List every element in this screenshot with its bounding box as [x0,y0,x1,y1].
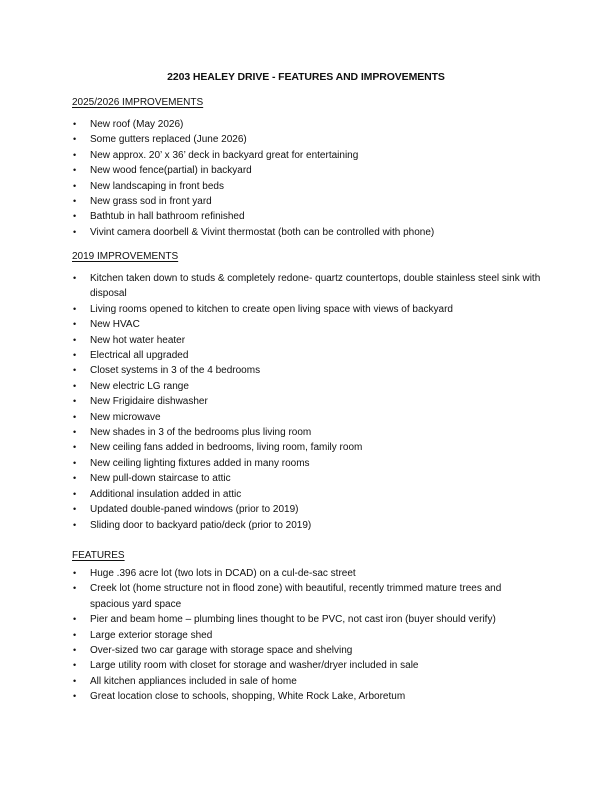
list-item-text: Vivint camera doorbell & Vivint thermostat (both can be controlled with phone) [90,226,435,238]
list-item [72,379,542,394]
list-item-text: New HVAC [90,319,140,331]
section-heading-2025-2026: 2025/2026 IMPROVEMENTS [72,97,204,108]
list-item [72,502,542,517]
list-item-text: New approx. 20’ x 36’ deck in backyard great for entertaining [90,149,359,161]
list-item [72,271,542,302]
bullet-icon: • [73,196,77,207]
bullet-icon: • [73,457,77,468]
list-item-text: Large exterior storage shed [90,629,213,641]
list-item [72,363,542,378]
page-title: 2203 HEALEY DRIVE - FEATURES AND IMPROVEMENTS [167,71,445,83]
list-item [72,658,542,673]
list-item-text: New Frigidaire dishwasher [90,396,208,408]
bullet-icon: • [73,442,77,453]
bullet-icon: • [73,211,77,222]
list-item [72,148,542,163]
list-item-text: Living rooms opened to kitchen to create open living space with views of backyard [90,303,453,315]
list-item [72,317,542,332]
list-item [72,132,542,147]
improvements-2019-list [72,271,542,533]
list-item [72,333,542,348]
list-item [72,689,542,704]
bullet-icon: • [73,334,77,345]
bullet-icon: • [73,645,77,656]
list-item-text: New grass sod in front yard [90,196,212,208]
list-item-text: Creek lot (home structure not in flood zone) with beautiful, recently trimmed mature trees and spacious yard space [90,583,502,610]
list-item-text: Updated double-paned windows (prior to 2019) [90,504,299,516]
bullet-icon: • [73,614,77,625]
list-item [72,225,542,240]
bullet-icon: • [73,504,77,515]
bullet-icon: • [73,675,77,686]
list-item-text: Large utility room with closet for storage and washer/dryer included in sale [90,660,419,672]
list-item [72,487,542,502]
list-item-text: New ceiling fans added in bedrooms, living room, family room [90,442,363,454]
list-item [72,456,542,471]
list-item-text: New pull-down staircase to attic [90,473,231,485]
improvements-2025-2026-list [72,117,542,240]
bullet-icon: • [73,629,77,640]
list-item [72,348,542,363]
list-item [72,209,542,224]
bullet-icon: • [73,411,77,422]
bullet-icon: • [73,134,77,145]
bullet-icon: • [73,396,77,407]
bullet-icon: • [73,691,77,702]
list-item-text: Electrical all upgraded [90,350,189,362]
list-item [72,643,542,658]
list-item [72,194,542,209]
list-item [72,581,542,612]
list-item-text: Kitchen taken down to studs & completely redone- quartz countertops, double stainless steel sink with disposal [90,273,541,300]
list-item-text: Some gutters replaced (June 2026) [90,134,247,146]
list-item-text: Closet systems in 3 of the 4 bedrooms [90,365,261,377]
bullet-icon: • [73,380,77,391]
list-item-text: New microwave [90,411,161,423]
list-item [72,566,542,581]
bullet-icon: • [73,488,77,499]
list-item [72,394,542,409]
list-item-text: New shades in 3 of the bedrooms plus living room [90,427,312,439]
bullet-icon: • [73,473,77,484]
bullet-icon: • [73,660,77,671]
list-item [72,471,542,486]
list-item [72,518,542,533]
bullet-icon: • [73,427,77,438]
list-item-text: New hot water heater [90,334,186,346]
list-item-text: Additional insulation added in attic [90,488,242,500]
bullet-icon: • [73,119,77,129]
bullet-icon: • [73,365,77,376]
list-item-text: Bathtub in hall bathroom refinished [90,211,245,223]
bullet-icon: • [73,165,77,176]
list-item [72,117,542,132]
bullet-icon: • [73,149,77,160]
list-item [72,302,542,317]
bullet-icon: • [73,226,77,237]
bullet-icon: • [73,319,77,330]
list-item [72,425,542,440]
list-item-text: Sliding door to backyard patio/deck (prior to 2019) [90,519,312,531]
list-item [72,628,542,643]
list-item [72,410,542,425]
bullet-icon: • [73,583,77,594]
list-item-text: New roof (May 2026) [90,119,184,130]
list-item-text: Over-sized two car garage with storage space and shelving [90,645,353,657]
list-item [72,674,542,689]
list-item [72,612,542,627]
bullet-icon: • [73,180,77,191]
bullet-icon: • [73,350,77,361]
list-item [72,179,542,194]
features-list [72,566,542,705]
bullet-icon: • [73,273,77,283]
bullet-icon: • [73,568,77,578]
section-heading-2019: 2019 IMPROVEMENTS [72,251,179,262]
bullet-icon: • [73,303,77,314]
section-heading-features: FEATURES [72,550,125,561]
list-item [72,163,542,178]
list-item-text: Great location close to schools, shopping, White Rock Lake, Arboretum [90,691,406,703]
list-item-text: New ceiling lighting fixtures added in many rooms [90,457,310,469]
list-item-text: New wood fence(partial) in backyard [90,165,252,177]
list-item-text: All kitchen appliances included in sale of home [90,675,297,687]
list-item [72,440,542,455]
list-item-text: Pier and beam home – plumbing lines thought to be PVC, not cast iron (buyer should verify) [90,614,496,626]
list-item-text: New electric LG range [90,380,189,392]
bullet-icon: • [73,519,77,530]
list-item-text: New landscaping in front beds [90,180,224,192]
list-item-text: Huge .396 acre lot (two lots in DCAD) on a cul-de-sac street [90,568,356,579]
